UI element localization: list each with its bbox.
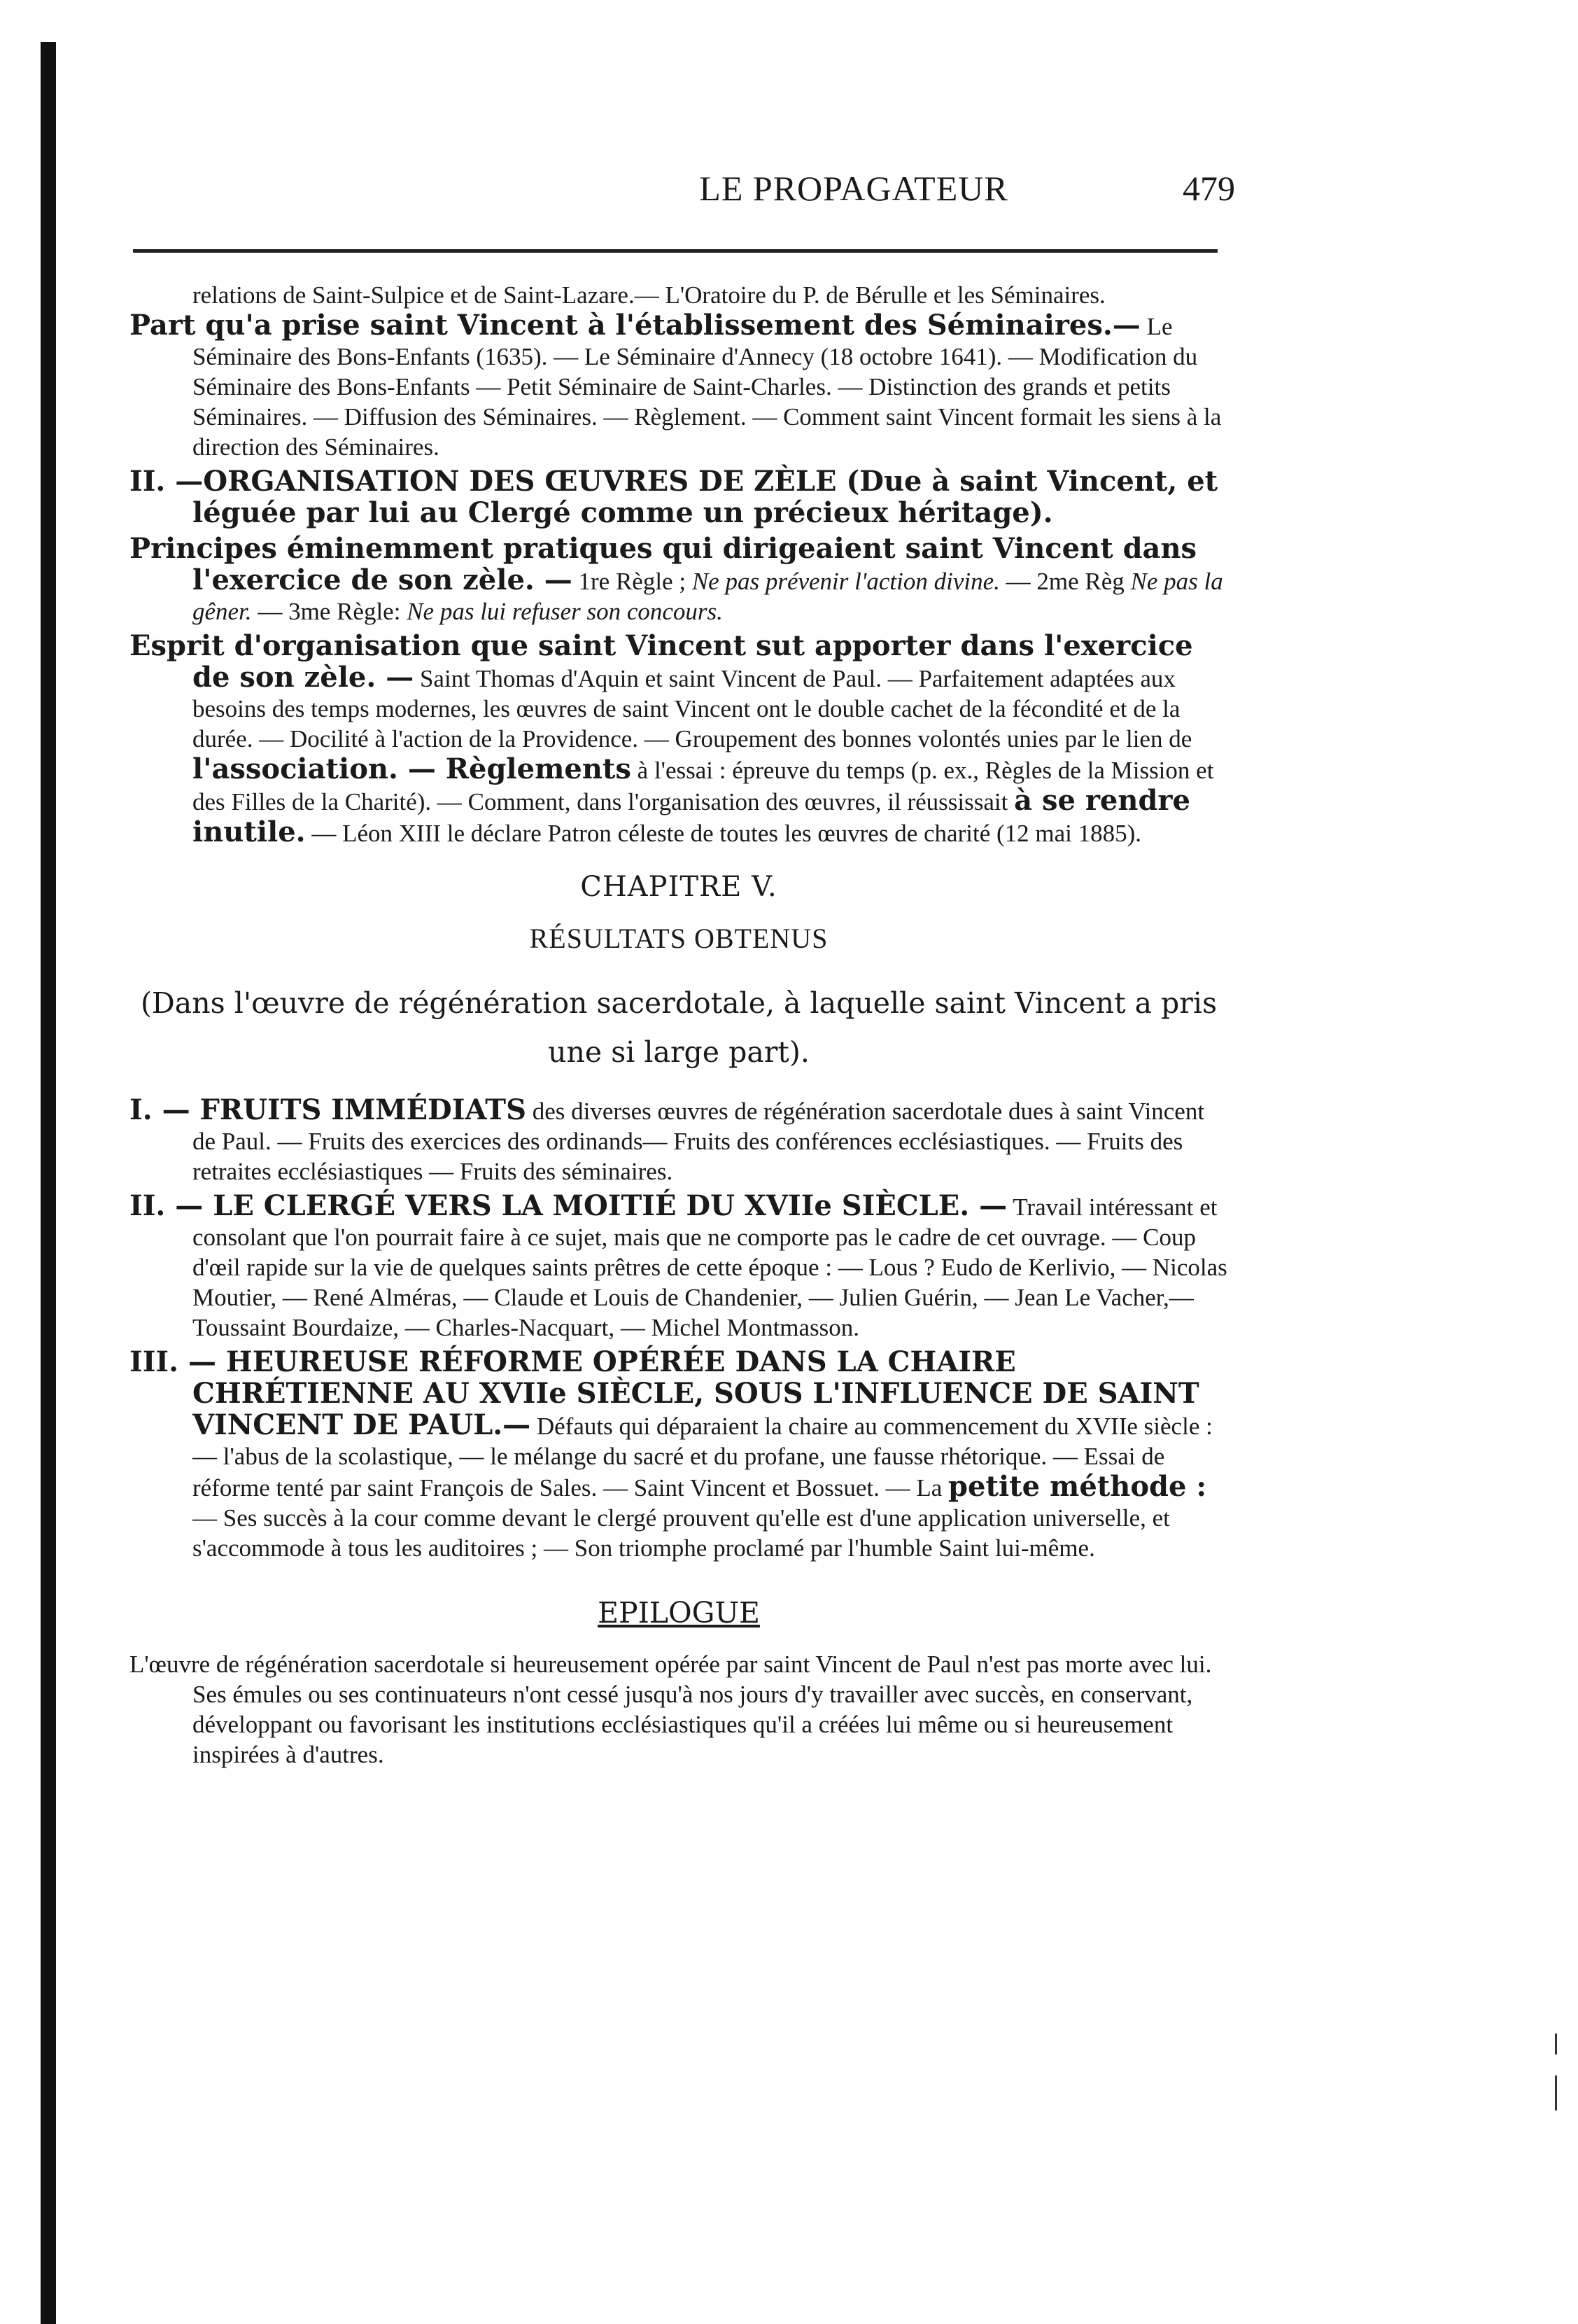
result-reforme-chaire: [129, 1347, 1228, 1563]
result-body-part: Défauts qui déparaient la chaire au commencement du XVIIe siècle : — l'abus de la scolastique, — le mélange du sacré et du profane, une fausse rhétorique. — Essai de réforme tenté par saint François de Sales. — Saint Vincent et Bossuet. — La: [192, 1413, 1213, 1502]
chapter-subtitle: RÉSULTATS OBTENUS: [529, 923, 829, 954]
result-body: des diverses œuvres de régénération sacerdotale dues à saint Vincent de Paul. — Fruits des exercices des ordinands— Fruits des conférences ecclésiastiques. — Fruits des retraites ecclésiastiques — Fruits des séminaires.: [192, 1098, 1205, 1185]
header-rule: [133, 249, 1218, 253]
ink-mark: [1555, 2076, 1557, 2110]
rule-3-label: — 3me Règle:: [258, 598, 401, 625]
chapter-title: CHAPITRE V.: [580, 871, 777, 903]
rule-3-text: Ne pas lui refuser son concours.: [407, 598, 723, 625]
page-number: 479: [1183, 169, 1235, 208]
epilogue-title: EPILOGUE: [598, 1596, 760, 1630]
chapter-note: (Dans l'œuvre de régénération sacerdotale, à laquelle saint Vincent a pris une si large part).: [140, 986, 1218, 1069]
entry-body-part: — Léon XIII le déclare Patron céleste de toutes les œuvres de charité (12 mai 1885).: [311, 820, 1142, 847]
epilogue-text: L'œuvre de régénération sacerdotale si heureusement opérée par saint Vincent de Paul n'est pas morte avec lui. Ses émules ou ses continuateurs n'ont cessé jusqu'à nos jours d'y travailler avec succès, en conservant, développant ou favorisant les institutions ecclésiastiques qu'il a créées lui même ou si heureusement inspirées à d'autres.: [129, 1651, 1212, 1768]
result-heading: III. — HEUREUSE RÉFORME OPÉRÉE DANS LA CHAIRE CHRÉTIENNE AU XVIIe SIÈCLE, SOUS L'INFLUENCE DE SAINT VINCENT DE PAUL.—: [129, 1345, 1199, 1441]
entry-heading: Principes éminemment pratiques qui dirigeaient saint Vincent dans l'exercice de son zèle. —: [129, 532, 1197, 596]
result-body-part: — Ses succès à la cour comme devant le clergé prouvent qu'elle est d'une application universelle, et s'accommode à tous les auditoires ; — Son triomphe proclamé par l'humble Saint lui-même.: [192, 1504, 1170, 1562]
entry-body-part: à l'essai : épreuve du temps (p. ex., Règles de la Mission et des Filles de la Charité). — Comment, dans l'organisation des œuvres, il réussissait: [192, 757, 1214, 816]
entry-body: Le Séminaire des Bons-Enfants (1635). — Le Séminaire d'Annecy (18 octobre 1641). — Modification du Séminaire des Bons-Enfants — Petit Séminaire de Saint-Charles. — Distinction des grands et petits Séminaires. — Diffusion des Séminaires. — Règlement. — Comment saint Vincent formait les siens à la direction des Séminaires.: [192, 313, 1222, 461]
intro-paragraph: relations de Saint-Sulpice et de Saint-Lazare.— L'Oratoire du P. de Bérulle et les Séminaires.: [192, 281, 1106, 309]
entry-emphasis: à se rendre inutile.: [192, 784, 1190, 848]
entry-heading: II. —ORGANISATION DES ŒUVRES DE ZÈLE (Due à saint Vincent, et léguée par lui au Clergé comme un précieux héritage).: [129, 465, 1218, 529]
result-emphasis: petite méthode :: [948, 1470, 1207, 1503]
entry-emphasis: l'association. — Règlements: [192, 752, 631, 785]
result-fruits-immediats: [129, 1095, 1228, 1186]
result-heading: II. — LE CLERGÉ VERS LA MOITIÉ DU XVIIe SIÈCLE. —: [129, 1189, 1008, 1222]
rule-1-text: Ne pas prévenir l'action divine.: [691, 568, 1000, 595]
entry-principes: [129, 533, 1228, 626]
margin-ink-marks: [1555, 2033, 1558, 2118]
entry-heading: Part qu'a prise saint Vincent à l'établissement des Séminaires.—: [129, 309, 1141, 342]
ink-mark: [1555, 2033, 1557, 2054]
entry-esprit-organisation: [129, 631, 1228, 848]
page-content: [129, 280, 1228, 1770]
entry-seminaires: [129, 310, 1228, 462]
entry-organisation-oeuvres: [129, 466, 1228, 529]
page-binding-edge: [41, 42, 56, 2324]
rule-2-text: Ne pas la gêner.: [192, 568, 1223, 625]
rule-2-label: — 2me Règ: [1006, 568, 1125, 595]
entry-body-part: Saint Thomas d'Aquin et saint Vincent de Paul. — Parfaitement adaptées aux besoins des temps modernes, les œuvres de saint Vincent ont le double cachet de la fécondité et de la durée. — Docilité à l'action de la Providence. — Groupement des bonnes volontés unies par le lien de: [192, 665, 1192, 752]
running-header: LE PROPAGATEUR: [699, 169, 1008, 208]
result-heading: I. — FRUITS IMMÉDIATS: [129, 1093, 526, 1126]
result-body: Travail intéressant et consolant que l'on pourrait faire à ce sujet, mais que ne comporte pas le cadre de cet ouvrage. — Coup d'œil rapide sur la vie de quelques saints prêtres de cette époque : — Lous ? Eudo de Kerlivio, — Nicolas Moutier, — René Alméras, — Claude et Louis de Chandenier, — Julien Guérin, — Jean Le Vacher,— Toussaint Bourdaize, — Charles-Nacquart, — Michel Montmasson.: [192, 1194, 1227, 1341]
result-clerge: [129, 1191, 1228, 1343]
rule-1-label: 1re Règle ;: [578, 568, 686, 595]
entry-heading: Esprit d'organisation que saint Vincent sut apporter dans l'exercice de son zèle. —: [129, 629, 1193, 694]
